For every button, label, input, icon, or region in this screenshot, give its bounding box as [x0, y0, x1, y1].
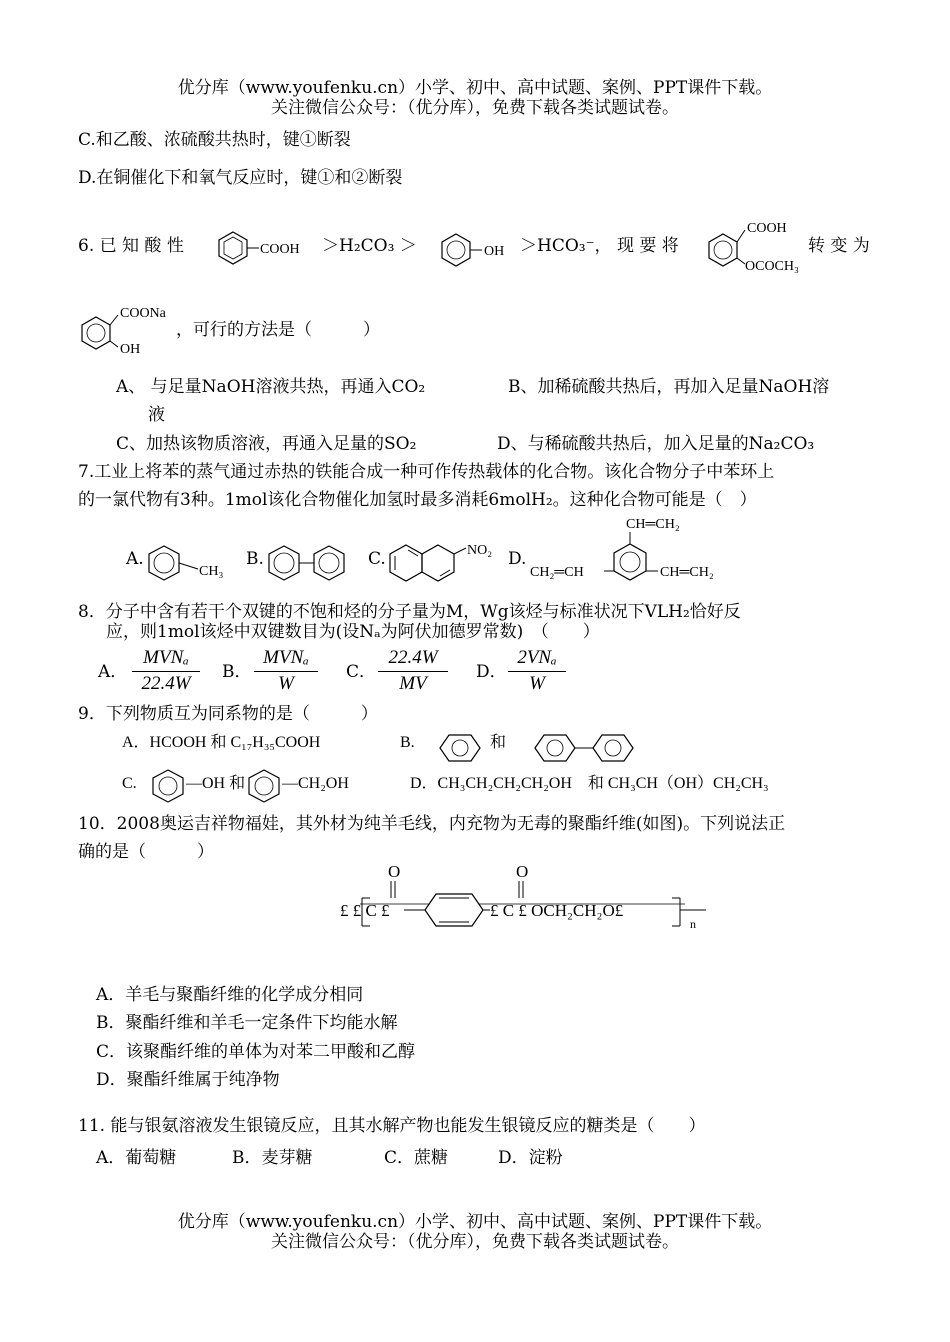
q10-stem-1: 10．2008奥运吉祥物福娃，其外材为纯羊毛线，内充物为无毒的聚酯纤维(如图)。下列说法正 [78, 814, 786, 834]
polyester-structure [340, 860, 720, 935]
q7-stem-2: 的一氯代物有3种。1mol该化合物催化加氢时最多消耗6molH₂。这种化合物可能是（ ） [78, 490, 757, 510]
header-line-2: 关注微信公众号：（优分库），免费下载各类试题试卷。 [271, 98, 679, 118]
header-line-1: 优分库（www.youfenku.cn）小学、初中、高中试题、案例、PPT课件下载。 [177, 78, 773, 98]
svg-text:CH═CH₂: CH═CH₂ [626, 517, 680, 532]
toluene-structure [146, 542, 236, 584]
q9-option-a: A．HCOOH 和 C₁₇H₃₅COOH [122, 734, 321, 751]
q11-option-d: D．淀粉 [498, 1148, 563, 1168]
q6-prefix: 6. 已 知 酸 性 [78, 236, 184, 256]
q11-option-b: B．麦芽糖 [232, 1148, 313, 1168]
q6-suffix: 转 变 为 [808, 236, 870, 256]
q9-option-c-label: C. [122, 775, 137, 792]
svg-text:n: n [690, 917, 696, 931]
q10-option-c: C．该聚酯纤维的单体为对苯二甲酸和乙醇 [96, 1042, 416, 1062]
svg-text:O: O [388, 862, 401, 881]
q10-option-a: A．羊毛与聚酯纤维的化学成分相同 [96, 985, 364, 1005]
q6-option-d: D、与稀硫酸共热后，加入足量的Na₂CO₃ [497, 434, 815, 454]
q8-option-c-fraction: 22.4W MV [378, 648, 448, 695]
nitronaphthalene-structure [388, 540, 503, 586]
q11-option-a: A．葡萄糖 [96, 1148, 177, 1168]
svg-text:COOH: COOH [260, 242, 300, 257]
q5-option-c: C.和乙酸、浓硫酸共热时，键①断裂 [78, 130, 351, 150]
q9-option-c-ch2oh: —CH₂OH [282, 775, 349, 792]
q8-option-b-label: B． [222, 662, 252, 682]
svg-text:CH₂═CH: CH₂═CH [530, 565, 584, 580]
svg-text:NO₂: NO₂ [467, 543, 493, 558]
svg-text:COOH: COOH [747, 221, 787, 236]
svg-text:OH: OH [484, 244, 505, 259]
aspirin-structure [705, 218, 810, 273]
q8-option-d-label: D． [476, 662, 507, 682]
q6-gt-h2co3: ＞H₂CO₃ ＞ [322, 236, 417, 256]
benzoic-acid-structure [215, 228, 310, 268]
q7-option-d-label: D. [508, 549, 527, 569]
q7-option-b-label: B. [246, 549, 264, 569]
q5-option-d: D.在铜催化下和氧气反应时，键①和②断裂 [78, 168, 403, 188]
q6-option-b-cont: 液 [148, 405, 165, 425]
q7-option-a-label: A. [126, 549, 144, 569]
q6-option-c: C、加热该物质溶液，再通入足量的SO₂ [116, 434, 417, 454]
q8-option-a-fraction: MVNₐ 22.4W [132, 648, 200, 695]
svg-text:OCOCH₃: OCOCH₃ [745, 259, 799, 274]
phenol-structure-c [150, 768, 186, 804]
q9-option-d: D．CH₃CH₂CH₂CH₂OH 和 CH₃CH（OH）CH₂CH₃ [410, 775, 769, 792]
biphenyl-structure [266, 542, 356, 584]
q10-option-b: B．聚酯纤维和羊毛一定条件下均能水解 [96, 1013, 398, 1033]
q8-stem-2: 应，则1mol该烃中双键数目为(设Nₐ为阿伏加德罗常数) （ ） [106, 622, 600, 642]
q6-option-b: B、加稀硫酸共热后，再加入足量NaOH溶 [508, 377, 830, 397]
svg-text:CH₃: CH₃ [199, 564, 224, 579]
benzene-structure [440, 733, 482, 763]
q11-option-c: C．蔗糖 [384, 1148, 449, 1168]
svg-text:COONa: COONa [120, 306, 166, 321]
svg-text:O: O [516, 862, 529, 881]
biphenyl-structure-b [535, 733, 640, 763]
q10-option-d: D．聚酯纤维属于纯净物 [96, 1070, 280, 1090]
benzyl-alcohol-structure [246, 768, 282, 804]
svg-text:OH: OH [120, 342, 141, 357]
q9-option-c-oh: —OH 和 [186, 775, 246, 792]
footer-line-2: 关注微信公众号：（优分库），免费下载各类试题试卷。 [271, 1232, 679, 1252]
q8-stem-1: 8．分子中含有若干个双键的不饱和烃的分子量为M，Wg该烃与标准状况下VLH₂恰好反 [78, 602, 741, 622]
q8-option-c-label: C． [346, 662, 377, 682]
q8-option-b-fraction: MVNₐ W [254, 648, 318, 695]
phenol-structure [438, 230, 513, 270]
svg-text:£ £ C £: £ £ C £ [340, 901, 390, 920]
svg-text:CH═CH₂: CH═CH₂ [660, 565, 714, 580]
svg-text:£ C £ OCH₂CH₂O£: £ C £ OCH₂CH₂O£ [490, 901, 624, 920]
q9-option-b-and: 和 [490, 734, 507, 751]
q6-option-a: A、 与足量NaOH溶液共热，再通入CO₂ [116, 377, 426, 397]
sodium-salicylate-structure [78, 303, 178, 358]
trivinylbenzene-structure [530, 512, 735, 584]
q6-question: ，可行的方法是（ ） [176, 320, 380, 340]
q9-stem: 9．下列物质互为同系物的是（ ） [78, 704, 378, 724]
q11-stem: 11. 能与银氨溶液发生银镜反应，且其水解产物也能发生银镜反应的糖类是（ ） [78, 1116, 706, 1136]
q9-option-b-label: B. [400, 734, 415, 751]
q10-stem-2: 确的是（ ） [78, 842, 214, 862]
q7-option-c-label: C. [368, 549, 386, 569]
q8-option-d-fraction: 2VNₐ W [508, 648, 566, 695]
q6-gt-hco3: ＞HCO₃⁻， 现 要 将 [520, 236, 679, 256]
q7-stem-1: 7.工业上将苯的蒸气通过赤热的铁能合成一种可作传热载体的化合物。该化合物分子中苯环上 [78, 462, 775, 482]
q8-option-a-label: A． [98, 662, 128, 682]
footer-line-1: 优分库（www.youfenku.cn）小学、初中、高中试题、案例、PPT课件下载。 [177, 1212, 773, 1232]
